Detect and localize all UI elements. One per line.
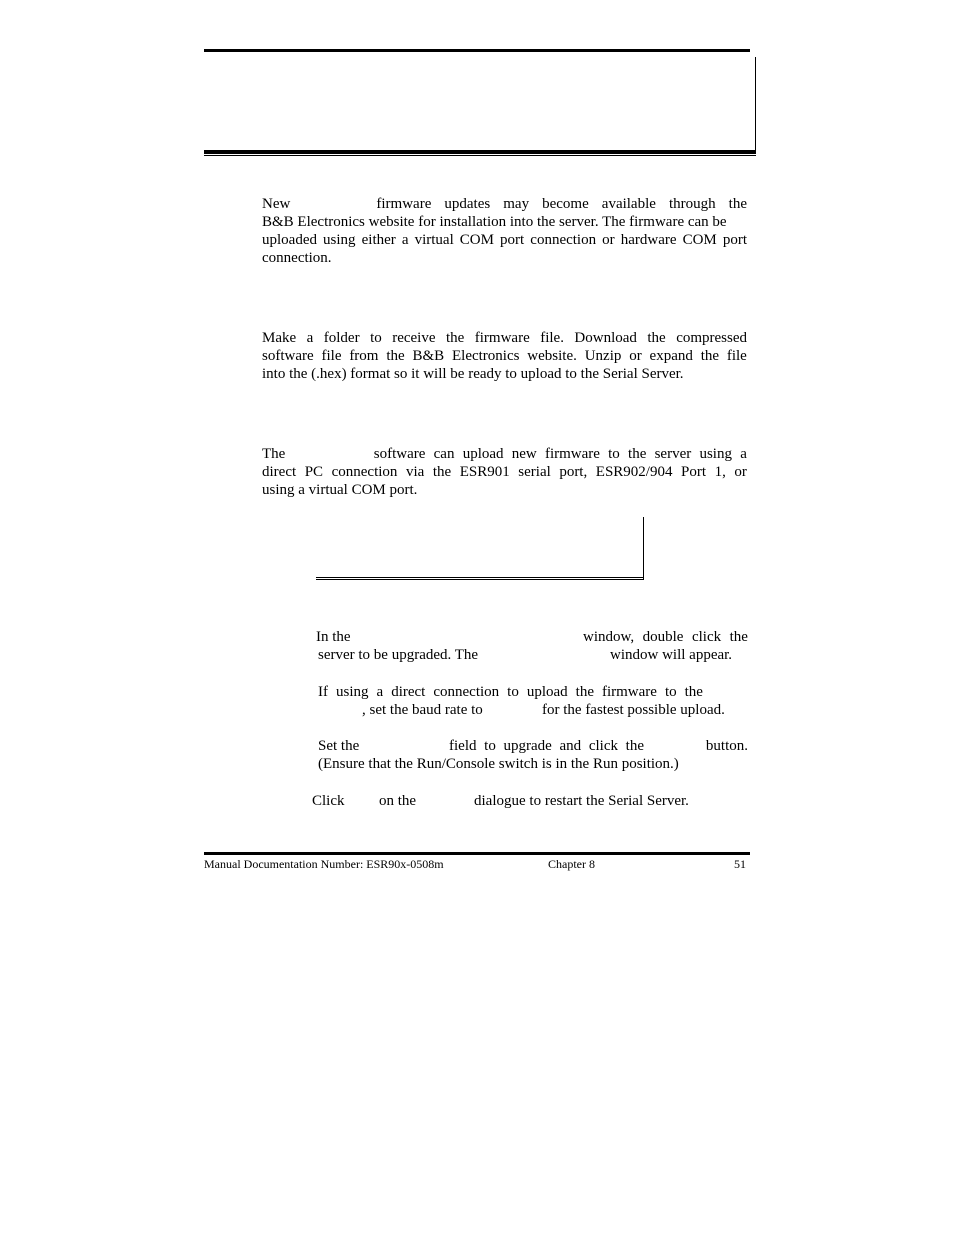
upload-line-2: direct PC connection via the ESR901 serial port, ESR902/904 Port 1, or [262, 464, 747, 480]
step-4 [312, 792, 748, 810]
subbox-bottom-rule [316, 577, 644, 578]
prepare-line-1: Make a folder to receive the firmware file. Download the compressed [262, 330, 747, 346]
header-right-rule [755, 57, 756, 154]
step-4-text-c: dialogue to restart the Serial Server. [474, 793, 689, 809]
step-3-text-c: button. [705, 738, 748, 754]
step-1-text-d: window will appear. [610, 647, 733, 663]
step-4-text-b: on the [379, 793, 417, 809]
step-1-text-a: In the [316, 629, 351, 645]
subbox-right-rule [643, 517, 644, 579]
step-1-text-b: window, double click the [583, 629, 748, 645]
step-1 [316, 628, 748, 664]
intro-line-3: uploaded using either a virtual COM port connection or hardware COM port [262, 232, 747, 248]
footer-chapter: Chapter 8 [548, 857, 595, 871]
footer-page-number: 51 [734, 857, 746, 871]
intro-line-2: B&B Electronics website for installation into the server. The firmware can be [262, 214, 727, 230]
upload-line-3: using a virtual COM port. [262, 482, 418, 498]
header-bottom-rule-thin [204, 155, 756, 156]
step-2 [318, 683, 748, 719]
prepare-line-2: software file from the B&B Electronics website. Unzip or expand the file [262, 348, 747, 364]
subbox-bottom-rule-2 [316, 579, 644, 580]
step-3-text-d: (Ensure that the Run/Console switch is in the Run position.) [318, 756, 679, 772]
intro-line-4: connection. [262, 250, 332, 266]
upload-paragraph [262, 445, 747, 499]
prepare-paragraph [262, 329, 747, 383]
step-3-text-b: field to upgrade and click the [449, 738, 644, 754]
footer-doc-number: Manual Documentation Number: ESR90x-0508m [204, 857, 444, 871]
step-4-text-a: Click [312, 793, 345, 809]
upload-line-1: The software can upload new firmware to the server using a [262, 446, 747, 462]
prepare-line-3: into the (.hex) format so it will be ready to upload to the Serial Server. [262, 366, 684, 382]
step-2-line-1: If using a direct connection to upload the firmware to the [318, 684, 703, 700]
header-bottom-rule-thick [204, 150, 756, 154]
intro-paragraph [262, 195, 747, 267]
step-2-text-b: , set the baud rate to [362, 702, 483, 718]
step-3-text-a: Set the [318, 738, 360, 754]
step-2-text-c: for the fastest possible upload. [542, 702, 725, 718]
header-top-rule [204, 49, 750, 52]
footer-rule [204, 852, 750, 855]
step-1-text-c: server to be upgraded. The [318, 647, 479, 663]
step-3 [318, 737, 748, 773]
intro-line-1: New firmware updates may become available through the [262, 196, 747, 212]
